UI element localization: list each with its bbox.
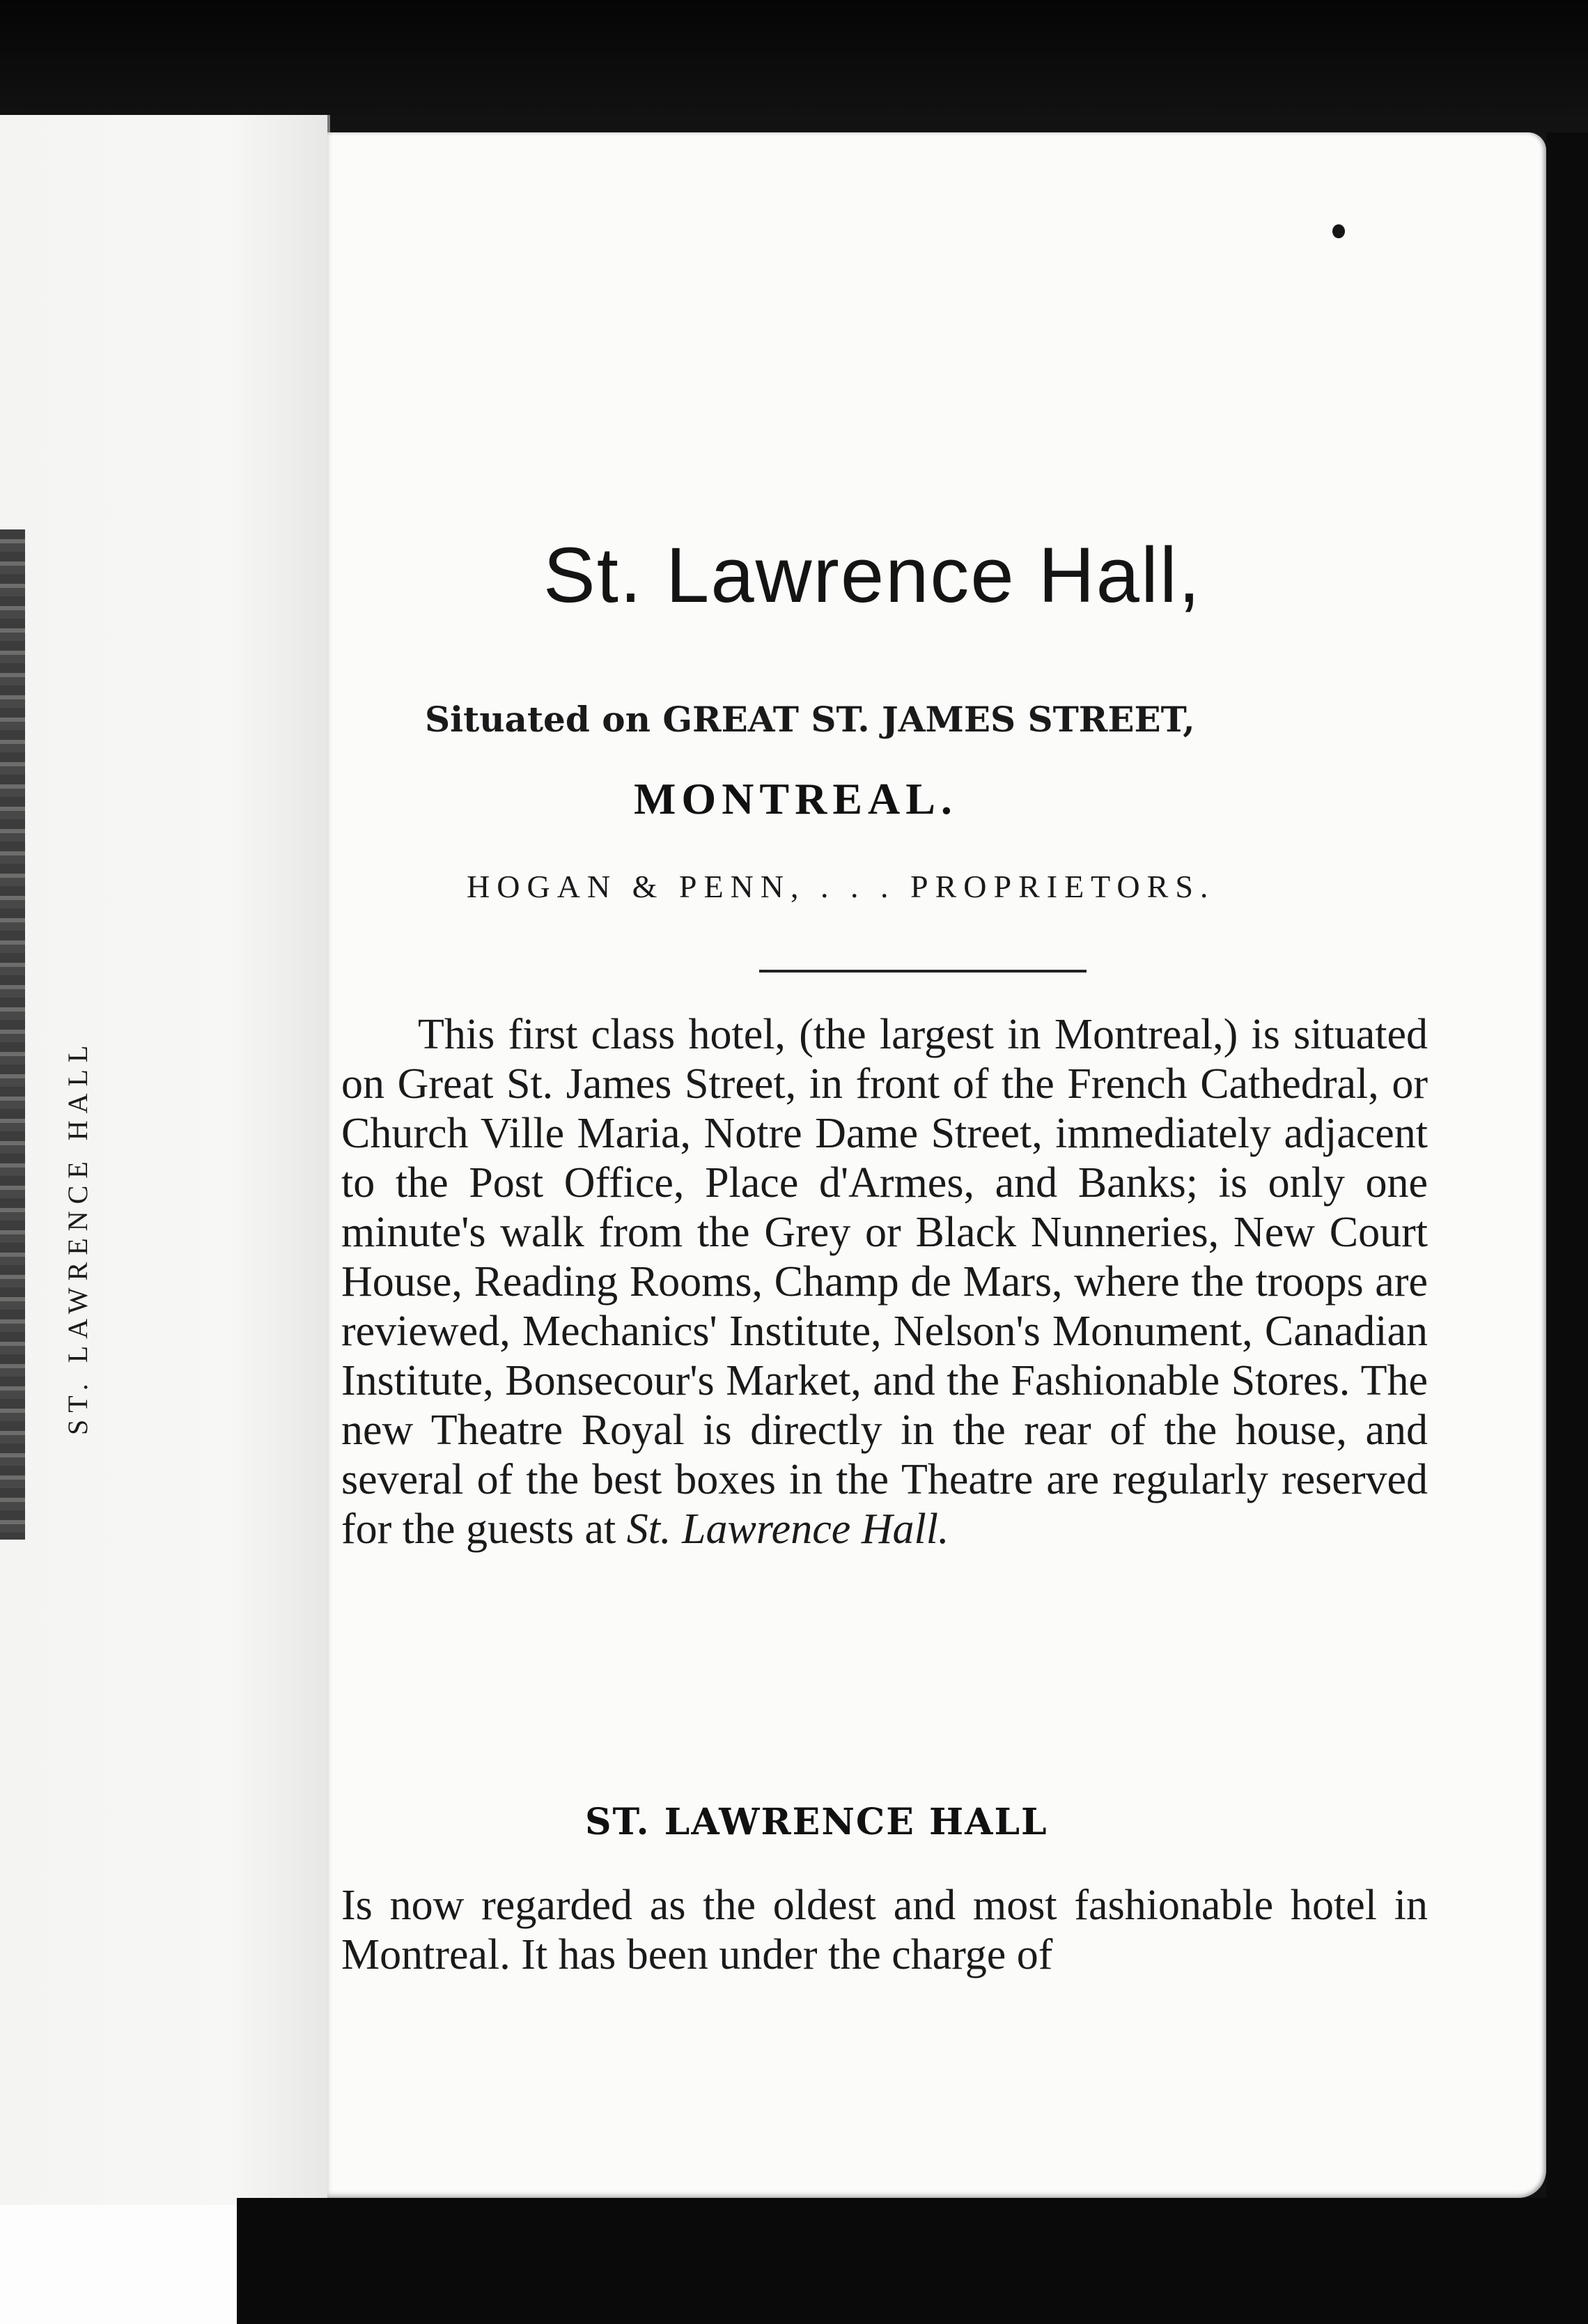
description-paragraph [341, 1010, 1428, 1554]
city-heading: MONTREAL. [634, 774, 958, 823]
scan-background-right [1546, 132, 1588, 2208]
history-paragraph: Is now regarded as the oldest and most fashionable hotel in Montreal. It has been under the charge of [341, 1882, 1428, 1978]
page-subtitle: Situated on GREAT ST. JAMES STREET, [425, 699, 1195, 740]
description-italic-name: St. Lawrence Hall. [626, 1505, 949, 1553]
spine-title: ST. LAWRENCE HALL [62, 1038, 93, 1435]
left-page [0, 115, 330, 2205]
divider-rule [759, 970, 1087, 973]
ink-dot [1332, 224, 1345, 238]
spine-strip [0, 529, 25, 1540]
scan-background-bottom [237, 2198, 1588, 2324]
left-page-bottom [0, 2205, 237, 2324]
section-heading: ST. LAWRENCE HALL [585, 1801, 1048, 1843]
page-title: St. Lawrence Hall, [543, 532, 1201, 619]
description-text: This first class hotel, (the largest in Montreal,) is situated on Great St. James Street, in front of the French Cathedral, or Church Ville Maria, Notre Dame Street, immediately adjacent to the Post Office, Place d'Armes, and Banks; is only one minute's walk from the Grey or Black Nunneries, New Court House, Reading Rooms, Champ de Mars, where the troops are reviewed, Mechanics' Institute, Nelson's Monument, Canadian Institute, Bonsecour's Market, and the Fashionable Stores. The new Theatre Royal is directly in the rear of the house, and several of the best boxes in the Theatre are regularly reserved for the guests at [341, 1011, 1428, 1553]
proprietors-line: HOGAN & PENN, . . . PROPRIETORS. [467, 869, 1215, 904]
